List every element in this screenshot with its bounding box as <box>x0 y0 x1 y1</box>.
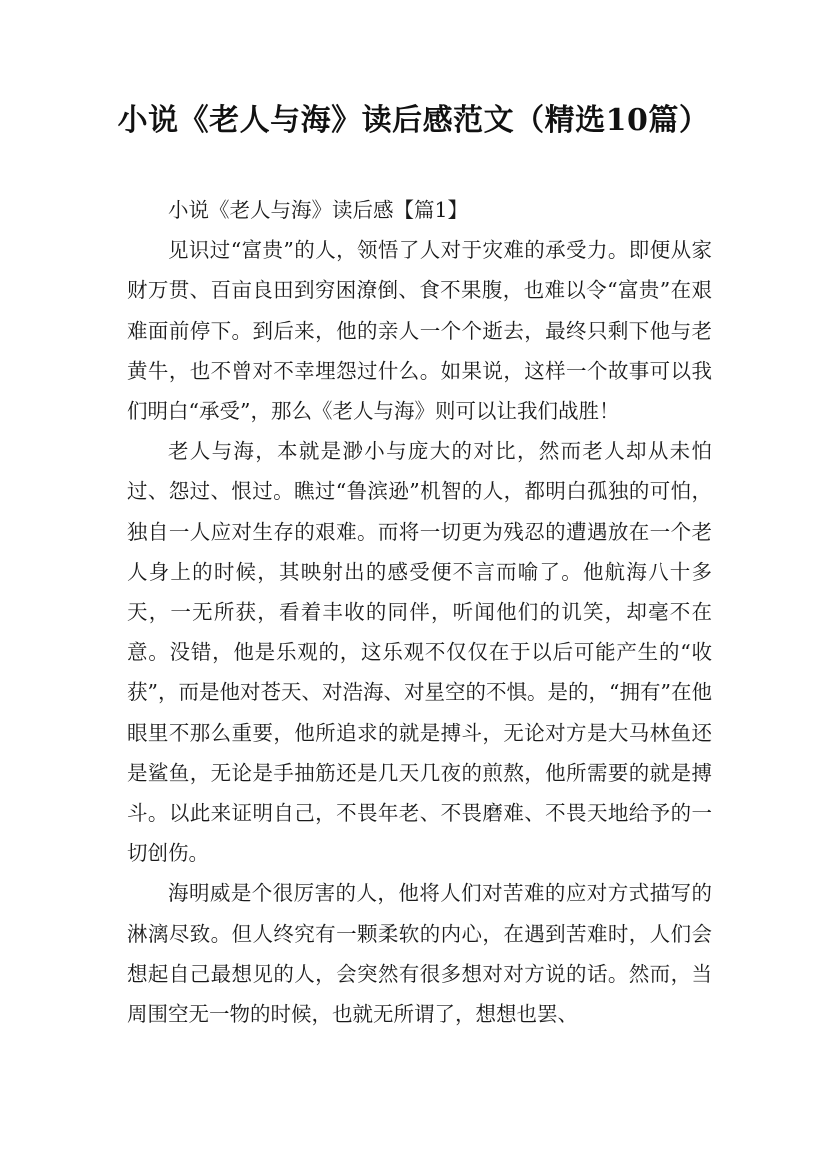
section-heading: 小说《老人与海》读后感【篇1】 <box>168 198 469 222</box>
paragraph-2: 老人与海，本就是渺小与庞大的对比，然而老人却从未怕过、怨过、恨过。瞧过“鲁滨逊”机智的人，都明白孤独的可怕，独自一人应对生存的艰难。而将一切更为残忍的遭遇放在一个老人身上的时候，其映射出的感受便不言而喻了。他航海八十多天，一无所获，看着丰收的同伴，听闻他们的讥笑，却毫不在意。没错，他是乐观的，这乐观不仅仅在于以后可能产生的“收获”，而是他对苍天、对浩海、对星空的不惧。是的，“拥有”在他眼里不那么重要，他所追求的就是搏斗，无论对方是大马林鱼还是鲨鱼，无论是手抽筋还是几天几夜的煎熬，他所需要的就是搏斗。以此来证明自己，不畏年老、不畏磨难、不畏天地给予的一切创伤。 <box>127 439 712 866</box>
paragraph-1: 见识过“富贵”的人，领悟了人对于灾难的承受力。即便从家财万贯、百亩良田到穷困潦倒、食不果腹，也难以令“富贵”在艰难面前停下。到后来，他的亲人一个个逝去，最终只剩下他与老黄牛，也不曾对不幸埋怨过什么。如果说，这样一个故事可以我们明白“承受”，那么《老人与海》则可以让我们战胜！ <box>127 238 712 424</box>
document-body <box>127 190 712 1034</box>
document-title: 小说《老人与海》读后感范文（精选10篇） <box>117 103 710 138</box>
paragraph-3: 海明威是个很厉害的人，他将人们对苦难的应对方式描写的淋漓尽致。但人终究有一颗柔软的内心，在遇到苦难时，人们会想起自己最想见的人，会突然有很多想对对方说的话。然而，当周围空无一物的时候，也就无所谓了，想想也罢、 <box>127 881 712 1027</box>
